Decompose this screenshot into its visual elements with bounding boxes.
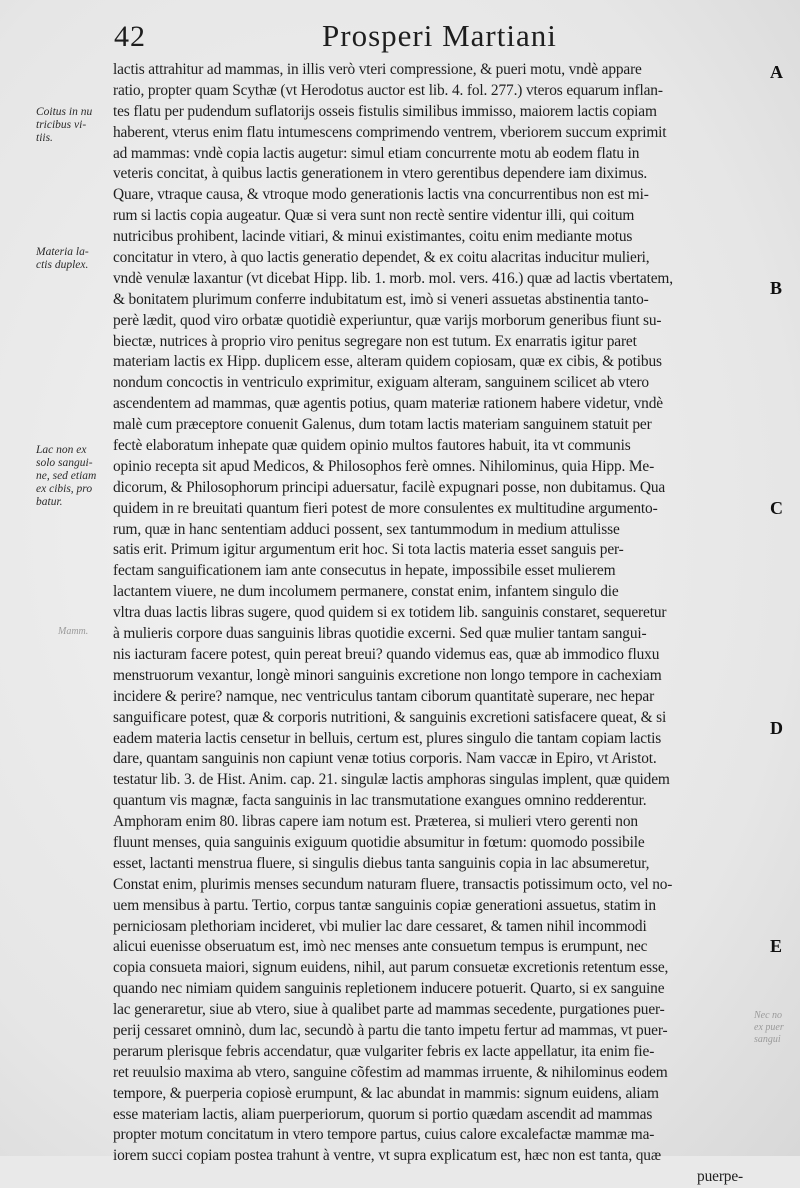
text-line: biectæ, nutrices à proprio viro penitus segregare non est tutum. Ex enarratis igitur paret xyxy=(113,332,637,350)
text-line: alicui euenisse obseruatum est, imò nec menses ante consuetum tempus is erumpunt, nec xyxy=(113,938,648,956)
text-line: quando nec nimiam quidem sanguinis repletionem inducere potuerit. Quarto, si ex sanguine xyxy=(113,980,665,998)
section-letter-a: A xyxy=(770,62,783,82)
text-line: rum, quæ in hanc sententiam adduci possent, sex tantummodum in medium attulisse xyxy=(113,520,620,538)
text-line: copia consueta maiori, signum euidens, nihil, aut parum consuetæ excretionis retentum esse, xyxy=(113,959,669,977)
section-letter-e: E xyxy=(770,936,783,956)
section-letter-d: D xyxy=(770,718,783,738)
text-line: testatur lib. 3. de Hist. Anim. cap. 21. singulæ lactis amphoras singulas implent, quæ quidem xyxy=(113,771,670,789)
page-header xyxy=(112,16,752,60)
text-line: lactis attrahitur ad mammas, in illis verò vteri compressione, & pueri motu, vndè appare xyxy=(113,61,642,78)
catchword: puerpe- xyxy=(697,1168,743,1186)
text-line: perniciosam plethoriam incideret, vbi mulier lac dare cessaret, & tamen nihil incommodi xyxy=(113,917,647,935)
text-line: concitatur in vtero, à quo lactis generatio dependet, & ex coitu alacritas inducitur mulieri, xyxy=(113,249,650,267)
text-line: nis iacturam facere potest, quin pereat breui? quando videmus eas, quæ ab immodico fluxu xyxy=(113,645,660,663)
text-line: esset, lactanti menstrua fluere, si singulis diebus tanta sanguinis copia in lac absumeretur, xyxy=(113,854,650,872)
marginal-note-line: ex cibis, pro xyxy=(36,483,93,495)
text-line: fectè elaboratum inhepate quæ quidem opinio multos fautores habuit, ita vt communis xyxy=(113,437,631,455)
text-line: dare, quantam sanguinis non capiunt venæ totius corporis. Nam vaccæ in Epiro, vt Aristot. xyxy=(113,750,657,768)
text-line: esse materiam lactis, aliam puerperiorum, quorum si portio quædam ascendit ad mammas xyxy=(113,1105,653,1123)
text-line: ret reuulsio maxima ab vtero, sanguine cõfestim ad mammas irruente, & nihilominus eodem xyxy=(113,1063,668,1081)
text-line: uem mensibus à partu. Tertio, corpus tantæ sanguinis copiæ generationi assuetus, statim in xyxy=(113,896,656,914)
ghost-note-line: ex puer xyxy=(754,1022,784,1033)
text-line: Constat enim, plurimis menses secundum naturam fluere, transactis potissimum octo, vel no- xyxy=(113,875,673,893)
text-line: Amphoram enim 80. libras capere iam notum est. Præterea, si mulieri vtero gerenti non xyxy=(113,813,638,831)
text-line: vndè venulæ laxantur (vt dicebat Hipp. lib. 1. morb. mol. vers. 416.) quæ ad lactis vbertatem, xyxy=(113,269,673,287)
text-line: ad mammas: vndè copia lactis augetur: simul etiam concurrente motu ab eodem flatu in xyxy=(113,144,640,162)
text-line: fectam sanguificationem iam ante consecutus in hepate, impossibile esset mulierem xyxy=(113,562,616,580)
text-line: quidem in re breuitati quantum fieri potest de more consulentes ex multitudine argumento- xyxy=(113,499,658,517)
marginal-note-line: batur. xyxy=(36,496,63,508)
marginal-note-line: tricibus vi- xyxy=(36,119,87,131)
ghost-note-left: Mamm. xyxy=(58,626,89,637)
text-line: perè lædit, quod viro orbatæ quotidiè experiuntur, quæ varijs morborum generibus fiunt su- xyxy=(113,311,662,329)
body-text xyxy=(113,60,763,1188)
text-line: haberent, vterus enim flatu intumescens comprimendo ventrem, vberiorem succum exprimit xyxy=(113,123,667,141)
text-line: materiam lactis ex Hipp. duplicem esse, alteram quidem copiosam, quæ ex cibis, & potibus xyxy=(113,353,662,371)
text-line: nondum concoctis in ventriculo exprimitur, exiguam alteram, sanguinem scilicet ab vtero xyxy=(113,374,649,392)
text-line: eadem materia lactis censetur in belluis, certum est, plures singulo die tantam copiam lactis xyxy=(113,729,662,747)
marginal-note-line: Lac non ex xyxy=(36,444,87,456)
text-line: propter motum concitatum in vtero tempore partus, cuius calore excalefactæ mammæ ma- xyxy=(113,1126,655,1144)
marginal-note-line: Materia la- xyxy=(36,246,89,258)
section-letter-b: B xyxy=(770,278,783,298)
text-line: Quare, vtraque causa, & vtroque modo generationis lactis vna concurrentibus non est mi- xyxy=(113,186,649,204)
marginal-note-line: tiis. xyxy=(36,132,53,144)
text-line: veteris concitat, à quibus lactis generationem in vtero gerentibus dependere iam diximus. xyxy=(113,165,648,183)
text-line: lac generaretur, siue ab vtero, siue à qualibet parte ad mammas secedente, purgationes puer- xyxy=(113,1001,665,1019)
marginal-note-materia xyxy=(36,246,110,272)
marginal-note-line: ne, sed etiam xyxy=(36,470,97,482)
text-line: à mulieris corpore duas sanguinis libras quotidie excerni. Sed quæ mulier tantam sangui- xyxy=(113,625,647,643)
text-line: satis erit. Primum igitur argumentum erit hoc. Si tota lactis materia esset sanguis per- xyxy=(113,541,624,559)
text-line: vltra duas lactis libras sugere, quod quidem si ex totidem lib. sanguinis constaret, sequeretur xyxy=(113,604,667,622)
text-line: perarum plerisque febris accendatur, quæ vulgariter febris ex lacte appellatur, ita enim fie- xyxy=(113,1042,655,1060)
page-number: 42 xyxy=(114,20,146,53)
ghost-note-line: Nec no xyxy=(754,1010,783,1021)
text-line: fluunt menses, quia sanguinis exiguum quotidie absumitur in fœtum: quomodo possibile xyxy=(113,833,645,851)
text-line: nutricibus prohibent, lacinde vitiari, & minui existimantes, coitu enim mediante motus xyxy=(113,228,633,246)
text-line: lactantem viuere, ne dum incolumem permanere, constat enim, infantem singulo die xyxy=(113,583,619,601)
text-line: iorem succi copiam postea trahunt à ventre, vt supra explicatum est, hæc non est tanta, quæ xyxy=(113,1147,661,1165)
text-line: menstruorum vexantur, longè minori sanguinis excretione non longo tempore in cachexiam xyxy=(113,666,662,684)
text-line: ascendentem ad mammas, quæ agentis potius, quam materiæ rationem habere videtur, vndè xyxy=(113,395,663,413)
text-line: malè cum præceptore conuenit Galenus, dum totam lactis materiam sanguinem statuit per xyxy=(113,416,652,434)
marginal-note-line: Coitus in nu xyxy=(36,106,93,118)
text-line: dicorum, & Philosophorum principi aduersatur, facilè expugnari posse, non dubitamus. Qua xyxy=(113,478,666,496)
text-line: opinio recepta sit apud Medicos, & Philosophos ferè omnes. Nihilominus, quia Hipp. Me- xyxy=(113,457,655,475)
text-line: & bonitatem plurimum conferre indubitatum est, imò si veneri assuetas abstinentia tanto- xyxy=(113,290,649,308)
text-line: tes flatu per pudendum suflatorijs osseis fistulis similibus immisso, maiorem lactis copiam xyxy=(113,102,657,120)
text-line: quantum vis magnæ, facta sanguinis in lac transmutatione exangues omnino redderentur. xyxy=(113,792,647,810)
running-head: Prosperi Martiani xyxy=(322,18,557,53)
text-line: tempore, & puerperia copiosè erumpunt, & lac abundat in mammis: signum euidens, aliam xyxy=(113,1084,659,1102)
text-line: incidere & perire? namque, nec ventriculus tantam ciborum quantitatè superare, nec hepar xyxy=(113,687,655,705)
marginal-note-line: ctis duplex. xyxy=(36,259,89,271)
section-letter-c: C xyxy=(770,498,783,518)
text-line: ratio, propter quam Scythæ (vt Herodotus auctor est lib. 4. fol. 277.) vteros equarum inflan- xyxy=(113,81,663,99)
text-line: sanguificare potest, quæ & corporis nutritioni, & sanguinis excretioni satisfacere queat, & si xyxy=(113,708,667,726)
ghost-note-line: sangui xyxy=(754,1034,781,1045)
text-line: rum si lactis copia augeatur. Quæ si vera sunt non rectè sentire videntur illi, qui coitum xyxy=(113,207,635,225)
text-line: perij cessaret omninò, dum lac, secundò à partu die tanto impetu fertur ad mammas, vt puer- xyxy=(113,1021,668,1039)
marginal-note-coitus xyxy=(36,106,110,145)
marginal-note-lac xyxy=(36,444,110,509)
marginal-note-line: solo sangui- xyxy=(36,457,93,469)
